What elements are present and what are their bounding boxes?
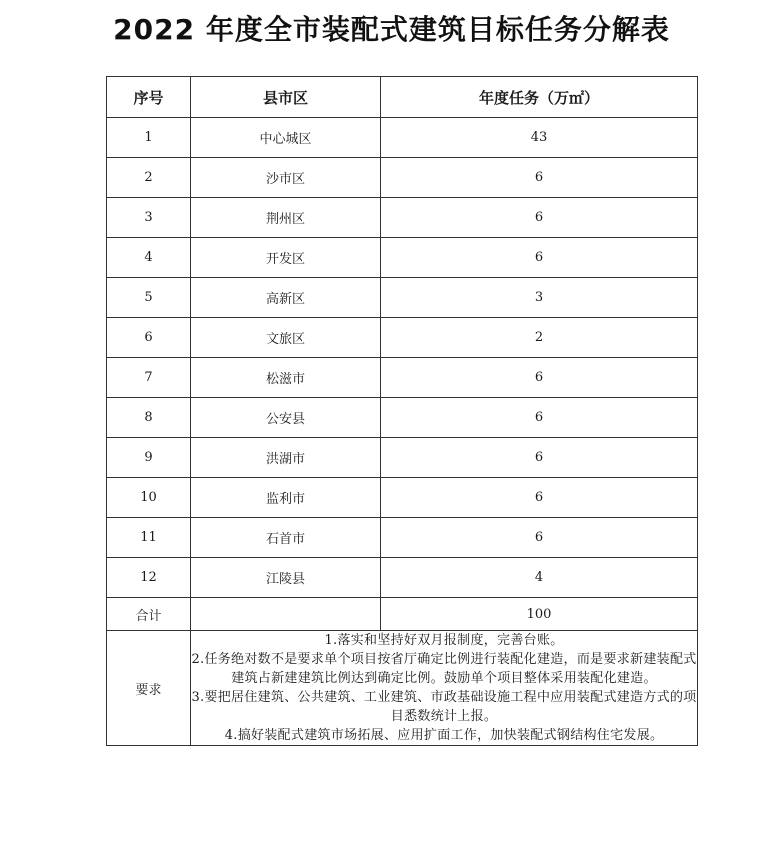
row-index: 9 (107, 438, 191, 478)
row-index: 1 (107, 118, 191, 158)
row-index: 2 (107, 158, 191, 198)
row-task: 6 (381, 398, 698, 438)
table-row (107, 198, 698, 238)
total-row (107, 598, 698, 631)
table-row (107, 518, 698, 558)
requirement-item: 2.任务绝对数不是要求单个项目按省厅确定比例进行装配化建造，而是要求新建装配式建筑占新建建筑比例达到确定比例。鼓励单个项目整体采用装配化建造。 (191, 652, 697, 686)
requirement-item: 3.要把居住建筑、公共建筑、工业建筑、市政基础设施工程中应用装配式建造方式的项目悉数统计上报。 (191, 690, 697, 724)
total-region (191, 598, 381, 631)
row-index: 10 (107, 478, 191, 518)
row-region: 沙市区 (191, 158, 381, 198)
table-row (107, 158, 698, 198)
requirement-item: 1.落实和坚持好双月报制度，完善台账。 (324, 633, 564, 648)
row-task: 6 (381, 478, 698, 518)
row-task: 6 (381, 198, 698, 238)
row-index: 8 (107, 398, 191, 438)
table-row (107, 318, 698, 358)
row-region: 文旅区 (191, 318, 381, 358)
table-row (107, 358, 698, 398)
row-index: 3 (107, 198, 191, 238)
row-task: 6 (381, 158, 698, 198)
row-task: 2 (381, 318, 698, 358)
row-task: 4 (381, 558, 698, 598)
row-task: 3 (381, 278, 698, 318)
row-region: 石首市 (191, 518, 381, 558)
document-title: 2022 年度全市装配式建筑目标任务分解表 (113, 13, 670, 46)
row-task: 6 (381, 358, 698, 398)
row-region: 荆州区 (191, 198, 381, 238)
task-table (106, 76, 698, 746)
table-row (107, 278, 698, 318)
row-index: 4 (107, 238, 191, 278)
row-index: 5 (107, 278, 191, 318)
table-row (107, 478, 698, 518)
row-task: 6 (381, 438, 698, 478)
header-task: 年度任务（万㎡） (381, 77, 698, 118)
requirement-item: 4.搞好装配式建筑市场拓展、应用扩面工作，加快装配式钢结构住宅发展。 (224, 728, 664, 743)
total-value: 100 (381, 598, 698, 631)
row-task: 43 (381, 118, 698, 158)
row-region: 松滋市 (191, 358, 381, 398)
requirements-row (107, 631, 698, 746)
row-task: 6 (381, 518, 698, 558)
row-region: 江陵县 (191, 558, 381, 598)
header-index: 序号 (107, 77, 191, 118)
header-region: 县市区 (191, 77, 381, 118)
row-region: 开发区 (191, 238, 381, 278)
row-index: 6 (107, 318, 191, 358)
row-region: 中心城区 (191, 118, 381, 158)
table-row (107, 118, 698, 158)
row-task: 6 (381, 238, 698, 278)
table-row (107, 438, 698, 478)
row-index: 12 (107, 558, 191, 598)
row-region: 监利市 (191, 478, 381, 518)
row-index: 11 (107, 518, 191, 558)
table-row (107, 238, 698, 278)
requirements-text (191, 631, 698, 746)
row-region: 公安县 (191, 398, 381, 438)
row-index: 7 (107, 358, 191, 398)
total-label: 合计 (107, 598, 191, 631)
table-header-row (107, 77, 698, 118)
requirements-label: 要求 (107, 631, 191, 746)
row-region: 洪湖市 (191, 438, 381, 478)
row-region: 高新区 (191, 278, 381, 318)
table-row (107, 398, 698, 438)
table-row (107, 558, 698, 598)
